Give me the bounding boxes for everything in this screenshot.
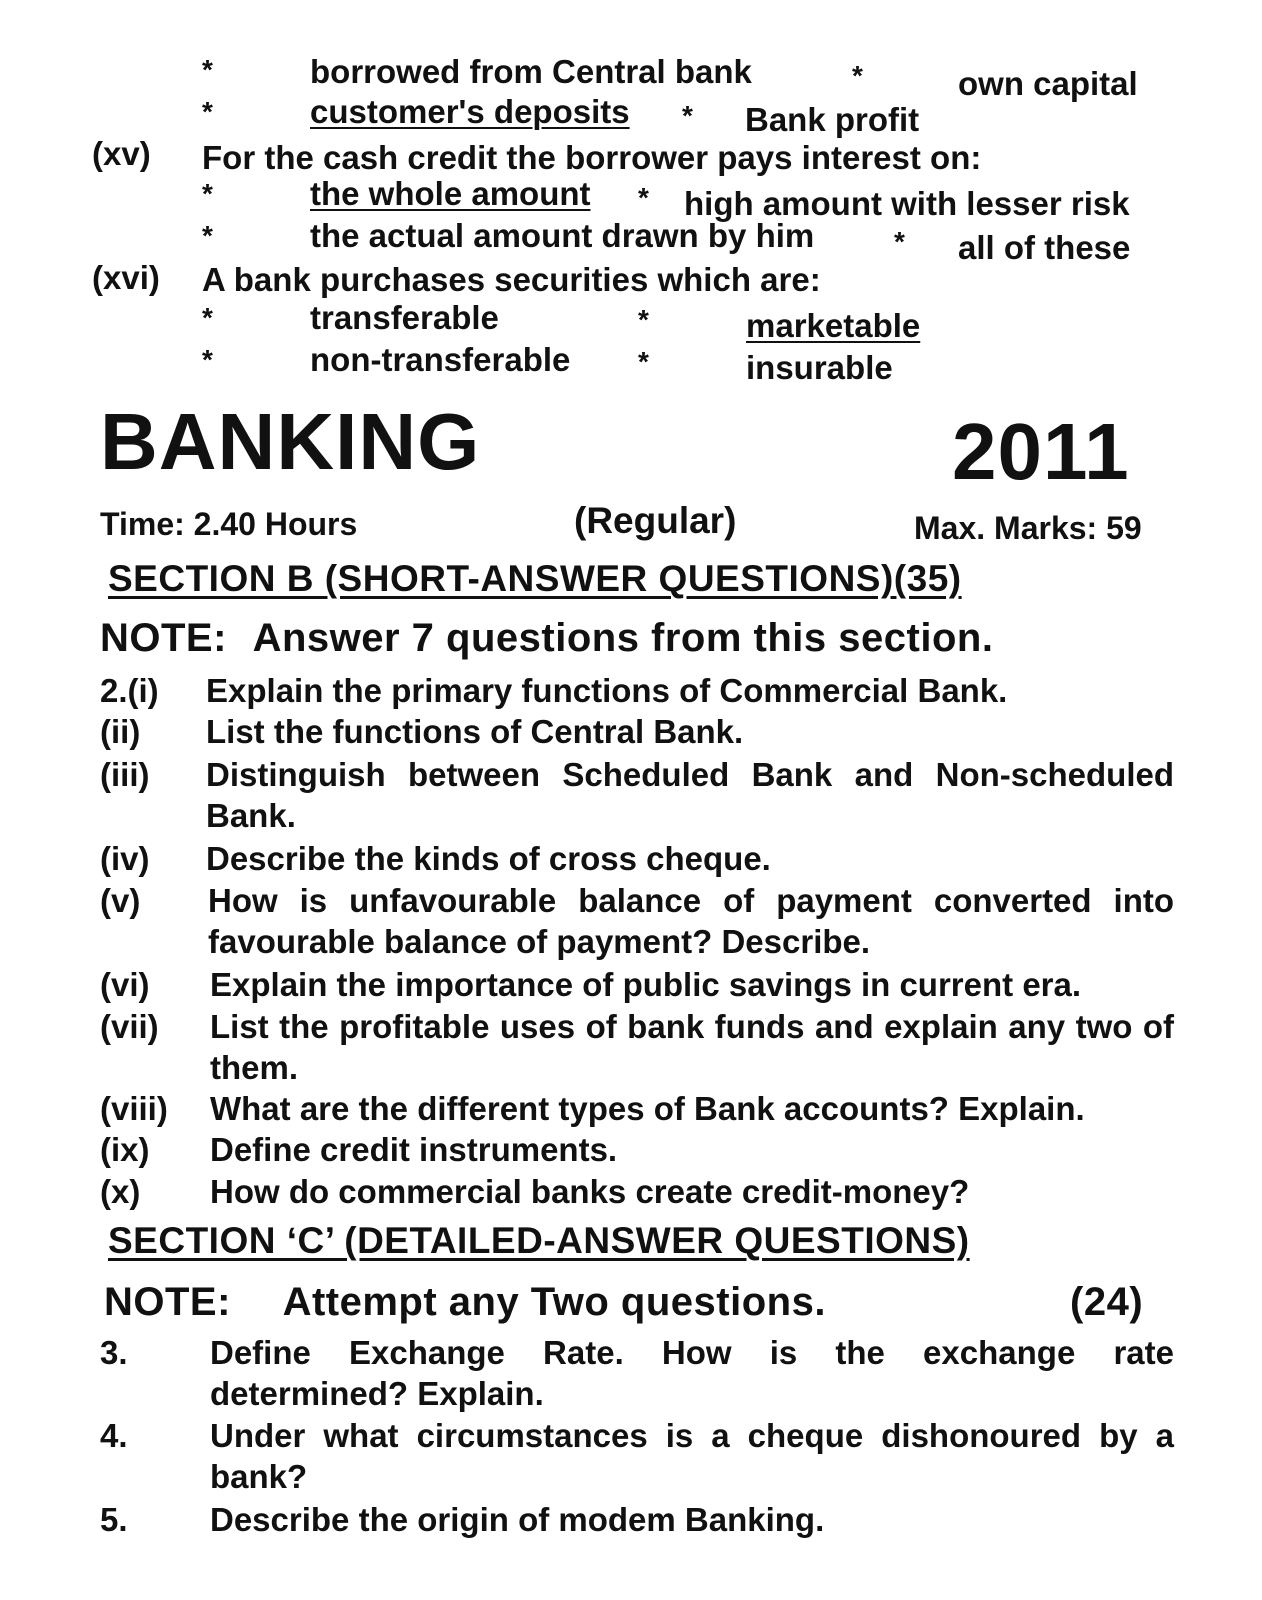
question-text: Distinguish between Scheduled Bank and Non-scheduled Bank.: [206, 756, 1174, 834]
bullet-star-icon: *: [682, 100, 693, 131]
question-text: What are the different types of Bank accounts? Explain.: [210, 1090, 1085, 1127]
bullet-star-icon: *: [638, 346, 649, 377]
bullet-star-icon: *: [202, 302, 213, 333]
question-number: (iv): [100, 840, 150, 877]
note-text: Answer 7 questions from this section.: [252, 616, 994, 660]
bullet-star-icon: *: [202, 344, 213, 375]
question-text: Explain the importance of public savings in current era.: [210, 966, 1082, 1003]
bullet-star-icon: *: [852, 60, 863, 91]
question-number: (iii): [100, 756, 150, 793]
question-text: Under what circumstances is a cheque dishonoured by a bank?: [210, 1417, 1174, 1495]
mcq-option-correct: marketable: [746, 307, 921, 344]
question-text: List the profitable uses of bank funds and explain any two of them.: [210, 1008, 1174, 1086]
question-number: (vii): [100, 1008, 159, 1045]
note-label: NOTE:: [100, 616, 227, 660]
mcq-option-correct: the whole amount: [310, 175, 591, 212]
bullet-star-icon: *: [202, 220, 213, 251]
mcq-option: high amount with lesser risk: [684, 185, 1130, 222]
question-text: Describe the origin of modem Banking.: [210, 1501, 825, 1538]
note-label: NOTE:: [104, 1280, 231, 1324]
mcq-number: (xvi): [92, 259, 160, 296]
bullet-star-icon: *: [638, 304, 649, 335]
mcq-option: insurable: [746, 349, 893, 386]
section-c-title: SECTION ‘C’ (DETAILED-ANSWER QUESTIONS): [108, 1220, 970, 1261]
question-text: Define credit instruments.: [210, 1131, 618, 1168]
question-number: (v): [100, 882, 141, 919]
question-text: Define Exchange Rate. How is the exchange rate determined? Explain.: [210, 1334, 1174, 1412]
question-number: 5.: [100, 1501, 128, 1538]
question-number: (viii): [100, 1090, 168, 1127]
bullet-star-icon: *: [638, 182, 649, 213]
section-c-marks: (24): [1070, 1280, 1144, 1324]
mcq-question: A bank purchases securities which are:: [202, 261, 821, 298]
section-b-note: [100, 616, 993, 661]
note-text: Attempt any Two questions.: [282, 1280, 826, 1324]
question-number: (ii): [100, 713, 141, 750]
question-number: 4.: [100, 1417, 128, 1454]
mcq-number: (xv): [92, 135, 151, 172]
mcq-option: own capital: [958, 65, 1138, 102]
question-number: 2.(i): [100, 672, 159, 709]
exam-time: Time: 2.40 Hours: [100, 506, 358, 542]
question-number: (x): [100, 1173, 141, 1210]
mcq-option: the actual amount drawn by him: [310, 217, 815, 254]
mcq-option-correct: customer's deposits: [310, 93, 630, 130]
max-marks: Max. Marks: 59: [914, 510, 1142, 546]
bullet-star-icon: *: [202, 54, 213, 85]
mcq-question: For the cash credit the borrower pays interest on:: [202, 139, 982, 176]
mcq-option: all of these: [958, 229, 1131, 266]
mcq-option: transferable: [310, 299, 499, 336]
bullet-star-icon: *: [202, 178, 213, 209]
question-number: (vi): [100, 966, 150, 1003]
bullet-star-icon: *: [894, 226, 905, 257]
exam-year: 2011: [952, 407, 1130, 496]
section-c-note: [104, 1280, 826, 1325]
question-number: 3.: [100, 1334, 128, 1371]
question-text: Explain the primary functions of Commercial Bank.: [206, 672, 1008, 709]
bullet-star-icon: *: [202, 96, 213, 127]
mcq-option: borrowed from Central bank: [310, 53, 752, 90]
question-text: How do commercial banks create credit-money?: [210, 1173, 970, 1210]
section-b-title: SECTION B (SHORT-ANSWER QUESTIONS)(35): [108, 558, 962, 599]
subject-title: BANKING: [100, 397, 481, 486]
mcq-option: non-transferable: [310, 341, 571, 378]
question-text: How is unfavourable balance of payment converted into favourable balance of payment? Describe.: [208, 882, 1174, 960]
exam-type: (Regular): [574, 500, 737, 541]
mcq-option: Bank profit: [745, 101, 920, 138]
question-text: Describe the kinds of cross cheque.: [206, 840, 771, 877]
question-number: (ix): [100, 1131, 150, 1168]
question-text: List the functions of Central Bank.: [206, 713, 744, 750]
